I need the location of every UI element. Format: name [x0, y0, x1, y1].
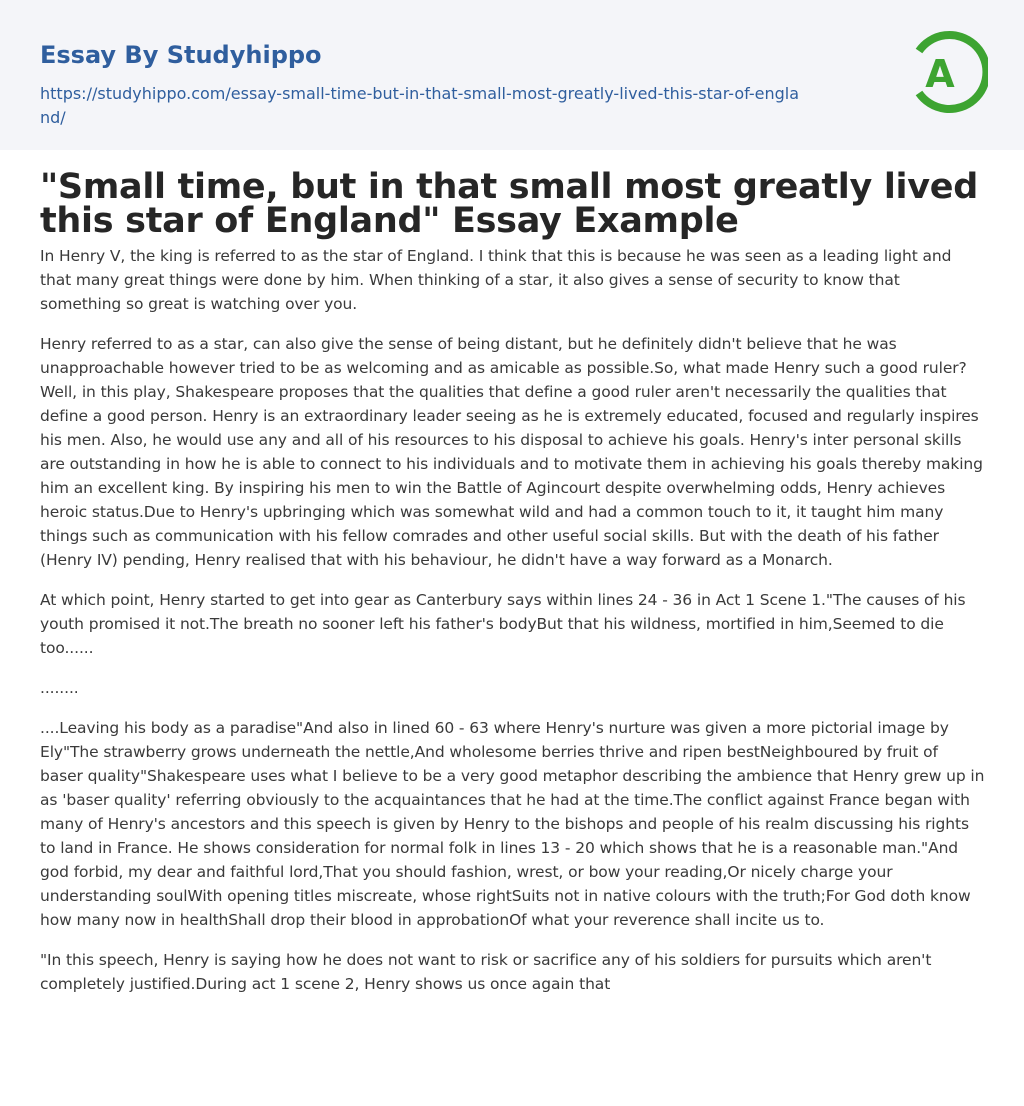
circular-a-logo-icon[interactable] — [910, 29, 988, 115]
essay-paragraph: In Henry V, the king is referred to as the star of England. I think that this is because he was seen as a leading light and that many great things were done by him. When thinking of a star, it also gives a sense of security to know that something so great is watching over you. — [40, 247, 952, 313]
essay-content — [40, 167, 985, 1012]
essay-paragraph: "In this speech, Henry is saying how he does not want to risk or sacrifice any of his soldiers for pursuits which aren't completely justified.During act 1 scene 2, Henry shows us once again that — [40, 951, 932, 993]
essay-paragraph: At which point, Henry started to get into gear as Canterbury says within lines 24 - 36 in Act 1 Scene 1."The causes of his youth promised it not.The breath no sooner left his father's bodyBut that his wildness, mortified in him,Seemed to die too...... — [40, 591, 966, 657]
essay-paragraph: ....Leaving his body as a paradise"And also in lined 60 - 63 where Henry's nurture was given a more pictorial image by Ely"The strawberry grows underneath the nettle,And wholesome berries thrive and ripen bestNeighboured by fruit of baser quality"Shakespeare uses what I believe to be a very good metaphor describing the ambience that Henry grew up in as 'baser quality' referring obviously to the acquaintances that he had at the time.The conflict against France began with many of Henry's ancestors and this speech is given by Henry to the bishops and people of his realm discussing his rights to land in France. He shows consideration for normal folk in lines 13 - 20 which shows that he is a reasonable man."And god forbid, my dear and faithful lord,That you should fashion, wrest, or bow your reading,Or nicely charge your understanding soulWith opening titles miscreate, whose rightSuits not in native colours with the truth;For God doth know how many now in healthShall drop their blood in approbationOf what your reverence shall incite us to. — [40, 719, 985, 929]
essay-paragraph: ........ — [40, 679, 79, 697]
site-header — [0, 0, 1024, 150]
logo-letter: A — [925, 52, 955, 96]
essay-title: "Small time, but in that small most greatly lived this star of England" Essay Example — [40, 167, 978, 241]
source-url-link[interactable]: https://studyhippo.com/essay-small-time-but-in-that-small-most-greatly-lived-this-star-of-england/ — [40, 84, 800, 127]
essay-paragraph: Henry referred to as a star, can also give the sense of being distant, but he definitely didn't believe that he was unapproachable however tried to be as welcoming and as amicable as possible.So, what made Henry such a good ruler? Well, in this play, Shakespeare proposes that the qualities that define a good ruler aren't necessarily the qualities that define a good person. Henry is an extraordinary leader seeing as he is extremely educated, focused and regularly inspires his men. Also, he would use any and all of his resources to his disposal to achieve his goals. Henry's inter personal skills are outstanding in how he is able to connect to his individuals and to motivate them in achieving his goals thereby making him an excellent king. By inspiring his men to win the Battle of Agincourt despite overwhelming odds, Henry achieves heroic status.Due to Henry's upbringing which was somewhat wild and had a common touch to it, it taught him many things such as communication with his fellow comrades and other useful social skills. But with the death of his father (Henry IV) pending, Henry realised that with his behaviour, he didn't have a way forward as a Monarch. — [40, 335, 983, 569]
brand-title-link[interactable]: Essay By Studyhippo — [40, 41, 322, 69]
essay-body — [40, 244, 985, 996]
